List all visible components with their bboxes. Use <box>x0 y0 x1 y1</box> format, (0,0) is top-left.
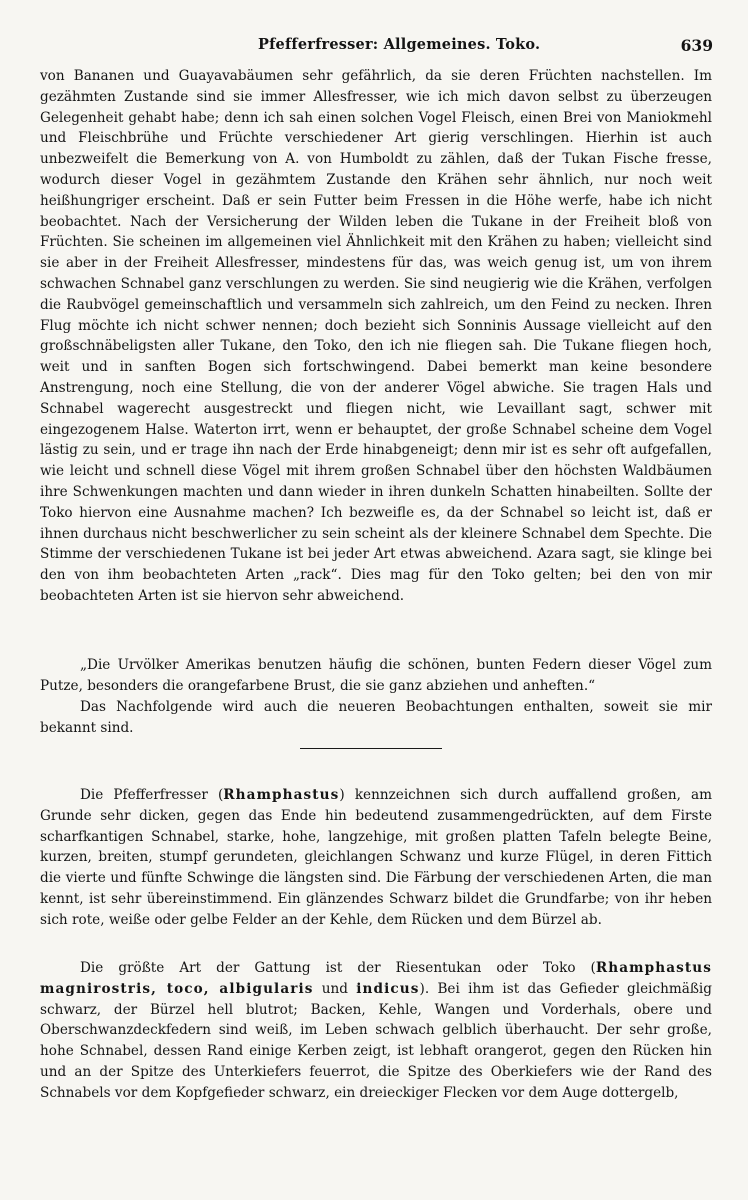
paragraph-continuation: von Bananen und Guayavabäumen sehr gefährlich, da sie deren Früchten nachstellen. Im gezähmten Zustande sind sie immer Allesfresser, wie ich mich davon selbst zu überzeugen Gelegenheit gehabt habe; denn ich sah einen solchen Vogel Fleisch, einen Brei von Maniokmehl und Fleischbrühe und Früchte verschiedener Art gierig verschlingen. Hierhin ist auch unbezweifelt die Bemerkung von A. von Humboldt zu zählen, daß der Tukan Fische fresse, wodurch dieser Vogel in gezähmtem Zustande den Krähen sehr ähnlich, nur noch weit heißhungriger erscheint. Daß er sein Futter beim Fressen in die Höhe werfe, habe ich nicht beobachtet. Nach der Versicherung der Wilden leben die Tukane in der Freiheit bloß von Früchten. Sie scheinen im allgemeinen viel Ähnlichkeit mit den Krähen zu haben; vielleicht sind sie aber in der Freiheit Allesfresser, mindestens für das, was weich genug ist, um von ihrem schwachen Schnabel ganz verschlungen zu werden. Sie sind neugierig wie die Krähen, verfolgen die Raubvögel gemeinschaftlich und versammeln sich zahlreich, um den Feind zu necken. Ihren Flug möchte ich nicht schwer nennen; doch bezieht sich Sonninis Aussage vielleicht auf den großschnäbeligsten aller Tukane, den Toko, den ich nie fliegen sah. Die Tukane fliegen hoch, weit und in sanften Bogen sich fortschwingend. Dabei bemerkt man keine besondere Anstrengung, noch eine Stellung, die von der anderer Vögel abwiche. Sie tragen Hals und Schnabel wagerecht ausgestreckt und fliegen nicht, wie Levaillant sagt, schwer mit eingezogenem Halse. Waterton irrt, wenn er behauptet, der große Schnabel scheine dem Vogel lästig zu sein, und er trage ihn nach der Erde hinabgeneigt; denn mir ist es sehr oft aufgefallen, wie leicht und schnell diese Vögel mit ihrem großen Schnabel über den höchsten Waldbäumen ihre Schwenkungen machten und dann wieder in ihren dunkeln Schatten hinabeilten. Sollte der Toko hiervon eine Ausnahme machen? Ich bezweifle es, da der Schnabel so leicht ist, daß er ihnen durchaus nicht beschwerlicher zu sein scheint als der kleinere Schnabel dem Spechte. Die Stimme der verschiedenen Tukane ist bei jeder Art etwas abweichend. Azara sagt, sie klinge bei den von ihm beobachteten Arten „rack“. Dies mag für den Toko gelten; bei den von mir beobachteten Arten ist sie hiervon sehr abweichend. <box>40 68 712 604</box>
page-number: 639 <box>680 36 713 55</box>
species-body: ). Bei ihm ist das Gefieder gleichmäßig schwarz, der Bürzel hell blutrot; Backen, Kehle, Wangen und Vorderhals, obere und Oberschwanzdeckfedern sind weiß, im Leben schwach gelblich überhaucht. Der sehr große, hohe Schnabel, dessen Rand einige Kerben zeigt, ist lebhaft orangerot, gegen den Rücken hin und an der Spitze des Unterkiefers feuerrot, die Spitze des Oberkiefers wie der Rand des Schnabels vor dem Kopfgefieder schwarz, ein dreieckiger Flecken vor dem Auge dottergelb, <box>40 980 712 1101</box>
paragraph-note: Das Nachfolgende wird auch die neueren Beobachtungen enthalten, soweit sie mir bekannt sind. <box>40 699 712 736</box>
paragraph-quote: „Die Urvölker Amerikas benutzen häufig die schönen, bunten Federn dieser Vögel zum Putze, besonders die orangefarbene Brust, die sie ganz abziehen und anheften.“ <box>40 657 712 694</box>
species-intro: Die größte Art der Gattung ist der Riesentukan oder Toko ( <box>80 960 596 976</box>
paragraph-species-description <box>40 958 712 1104</box>
species-latin-names: Rhamphastus magnirostris, toco, albigularis <box>40 960 712 997</box>
header-title: Pfefferfresser: Allgemeines. Toko. <box>258 36 541 53</box>
running-header <box>258 36 713 56</box>
genus-latin-name: Rhamphastus <box>223 787 340 803</box>
paragraph-genus-description <box>40 785 712 931</box>
species-conjunction: und <box>313 980 357 997</box>
section-divider <box>300 748 442 749</box>
species-latin-name-indicus: indicus <box>356 980 420 997</box>
genus-intro: Die Pfefferfresser ( <box>80 787 224 803</box>
genus-body: ) kennzeichnen sich durch auffallend großen, am Grunde sehr dicken, gegen das Ende hin bedeutend zusammengedrückten, auf dem Firste scharfkantigen Schnabel, starke, hohe, langzehige, mit großen platten Tafeln belegte Beine, kurzen, breiten, stumpf gerundeten, gleichlangen Schwanz und kurze Flügel, in deren Fittich die vierte und fünfte Schwinge die längsten sind. Die Färbung der verschiedenen Arten, die man kennt, ist sehr übereinstimmend. Ein glänzendes Schwarz bildet die Grundfarbe; von ihr heben sich rote, weiße oder gelbe Felder an der Kehle, dem Rücken und dem Bürzel ab. <box>40 787 712 928</box>
